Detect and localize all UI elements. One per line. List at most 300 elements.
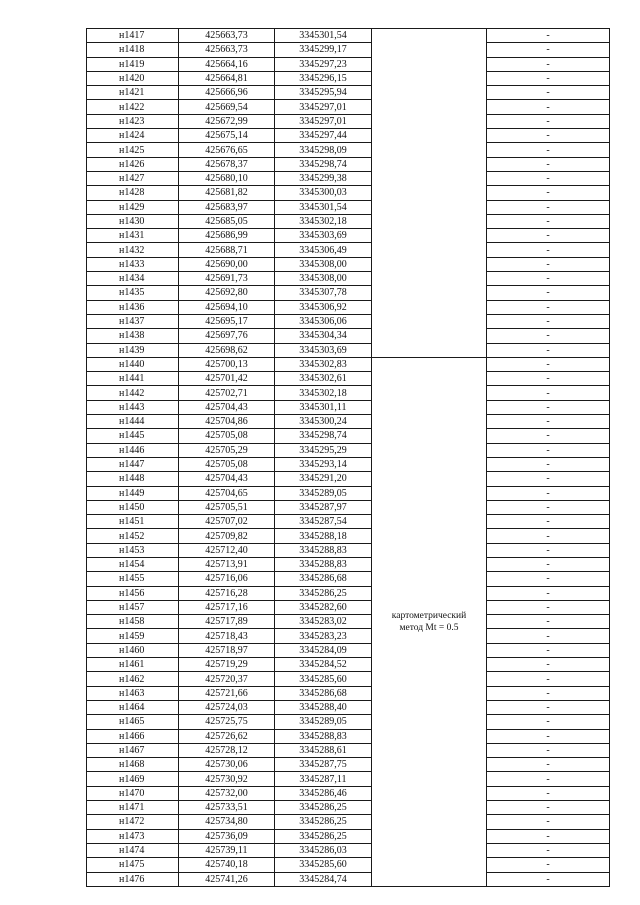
x-coordinate-cell: 425688,71 — [179, 243, 275, 257]
table-row — [87, 200, 610, 214]
table-row — [87, 786, 610, 800]
point-id-cell: н1419 — [87, 57, 179, 71]
y-coordinate-cell: 3345285,60 — [275, 858, 372, 872]
accuracy-cell: - — [487, 372, 610, 386]
accuracy-cell: - — [487, 443, 610, 457]
point-id-cell: н1434 — [87, 272, 179, 286]
table-row — [87, 429, 610, 443]
point-id-cell: н1453 — [87, 543, 179, 557]
table-row — [87, 715, 610, 729]
table-row — [87, 386, 610, 400]
point-id-cell: н1423 — [87, 114, 179, 128]
y-coordinate-cell: 3345291,20 — [275, 472, 372, 486]
accuracy-cell: - — [487, 286, 610, 300]
x-coordinate-cell: 425733,51 — [179, 801, 275, 815]
table-row — [87, 71, 610, 85]
table-row — [87, 843, 610, 857]
x-coordinate-cell: 425695,17 — [179, 314, 275, 328]
table-row — [87, 643, 610, 657]
table-row — [87, 171, 610, 185]
accuracy-cell: - — [487, 543, 610, 557]
x-coordinate-cell: 425741,26 — [179, 872, 275, 886]
point-id-cell: н1461 — [87, 658, 179, 672]
accuracy-cell: - — [487, 500, 610, 514]
accuracy-cell: - — [487, 629, 610, 643]
x-coordinate-cell: 425707,02 — [179, 515, 275, 529]
y-coordinate-cell: 3345297,01 — [275, 114, 372, 128]
accuracy-cell: - — [487, 43, 610, 57]
y-coordinate-cell: 3345298,74 — [275, 157, 372, 171]
table-row — [87, 500, 610, 514]
accuracy-cell: - — [487, 600, 610, 614]
x-coordinate-cell: 425712,40 — [179, 543, 275, 557]
point-id-cell: н1456 — [87, 586, 179, 600]
x-coordinate-cell: 425692,80 — [179, 286, 275, 300]
accuracy-cell: - — [487, 257, 610, 271]
y-coordinate-cell: 3345302,83 — [275, 357, 372, 371]
x-coordinate-cell: 425732,00 — [179, 786, 275, 800]
accuracy-cell: - — [487, 772, 610, 786]
y-coordinate-cell: 3345300,03 — [275, 186, 372, 200]
point-id-cell: н1441 — [87, 372, 179, 386]
accuracy-cell: - — [487, 429, 610, 443]
point-id-cell: н1452 — [87, 529, 179, 543]
y-coordinate-cell: 3345306,06 — [275, 314, 372, 328]
y-coordinate-cell: 3345308,00 — [275, 257, 372, 271]
y-coordinate-cell: 3345299,38 — [275, 171, 372, 185]
table-row — [87, 529, 610, 543]
y-coordinate-cell: 3345304,34 — [275, 329, 372, 343]
table-row — [87, 472, 610, 486]
point-id-cell: н1458 — [87, 615, 179, 629]
x-coordinate-cell: 425664,81 — [179, 71, 275, 85]
point-id-cell: н1427 — [87, 171, 179, 185]
accuracy-cell: - — [487, 658, 610, 672]
point-id-cell: н1476 — [87, 872, 179, 886]
x-coordinate-cell: 425717,16 — [179, 600, 275, 614]
accuracy-cell: - — [487, 715, 610, 729]
x-coordinate-cell: 425694,10 — [179, 300, 275, 314]
accuracy-cell: - — [487, 143, 610, 157]
point-id-cell: н1418 — [87, 43, 179, 57]
x-coordinate-cell: 425702,71 — [179, 386, 275, 400]
x-coordinate-cell: 425676,65 — [179, 143, 275, 157]
accuracy-cell: - — [487, 700, 610, 714]
table-row — [87, 272, 610, 286]
table-row — [87, 600, 610, 614]
y-coordinate-cell: 3345296,15 — [275, 71, 372, 85]
accuracy-cell: - — [487, 858, 610, 872]
method-text: картометрический — [391, 610, 467, 621]
y-coordinate-cell: 3345283,02 — [275, 615, 372, 629]
table-row — [87, 443, 610, 457]
y-coordinate-cell: 3345286,25 — [275, 815, 372, 829]
point-id-cell: н1467 — [87, 743, 179, 757]
accuracy-cell: - — [487, 843, 610, 857]
y-coordinate-cell: 3345285,60 — [275, 672, 372, 686]
accuracy-cell: - — [487, 758, 610, 772]
y-coordinate-cell: 3345286,25 — [275, 801, 372, 815]
y-coordinate-cell: 3345297,44 — [275, 129, 372, 143]
y-coordinate-cell: 3345302,18 — [275, 214, 372, 228]
accuracy-cell: - — [487, 86, 610, 100]
point-id-cell: н1420 — [87, 71, 179, 85]
accuracy-cell: - — [487, 743, 610, 757]
accuracy-cell: - — [487, 386, 610, 400]
table-row — [87, 43, 610, 57]
method-text: метод Mt = 0.5 — [399, 622, 459, 633]
y-coordinate-cell: 3345286,25 — [275, 829, 372, 843]
point-id-cell: н1448 — [87, 472, 179, 486]
x-coordinate-cell: 425719,29 — [179, 658, 275, 672]
x-coordinate-cell: 425672,99 — [179, 114, 275, 128]
table-row — [87, 457, 610, 471]
y-coordinate-cell: 3345286,68 — [275, 572, 372, 586]
coordinates-table-body — [87, 29, 610, 887]
y-coordinate-cell: 3345289,05 — [275, 715, 372, 729]
x-coordinate-cell: 425680,10 — [179, 171, 275, 185]
y-coordinate-cell: 3345303,69 — [275, 343, 372, 357]
x-coordinate-cell: 425697,76 — [179, 329, 275, 343]
point-id-cell: н1459 — [87, 629, 179, 643]
point-id-cell: н1439 — [87, 343, 179, 357]
x-coordinate-cell: 425709,82 — [179, 529, 275, 543]
y-coordinate-cell: 3345287,11 — [275, 772, 372, 786]
point-id-cell: н1460 — [87, 643, 179, 657]
point-id-cell: н1442 — [87, 386, 179, 400]
table-row — [87, 229, 610, 243]
point-id-cell: н1426 — [87, 157, 179, 171]
table-row — [87, 214, 610, 228]
x-coordinate-cell: 425681,82 — [179, 186, 275, 200]
method-cell — [372, 357, 487, 886]
table-row — [87, 129, 610, 143]
table-row — [87, 86, 610, 100]
point-id-cell: н1417 — [87, 29, 179, 43]
x-coordinate-cell: 425705,08 — [179, 429, 275, 443]
accuracy-cell: - — [487, 472, 610, 486]
accuracy-cell: - — [487, 615, 610, 629]
x-coordinate-cell: 425691,73 — [179, 272, 275, 286]
point-id-cell: н1457 — [87, 600, 179, 614]
x-coordinate-cell: 425728,12 — [179, 743, 275, 757]
point-id-cell: н1445 — [87, 429, 179, 443]
y-coordinate-cell: 3345302,61 — [275, 372, 372, 386]
accuracy-cell: - — [487, 729, 610, 743]
point-id-cell: н1433 — [87, 257, 179, 271]
accuracy-cell: - — [487, 214, 610, 228]
x-coordinate-cell: 425717,89 — [179, 615, 275, 629]
table-row — [87, 57, 610, 71]
x-coordinate-cell: 425716,28 — [179, 586, 275, 600]
y-coordinate-cell: 3345306,92 — [275, 300, 372, 314]
y-coordinate-cell: 3345282,60 — [275, 600, 372, 614]
accuracy-cell: - — [487, 229, 610, 243]
x-coordinate-cell: 425734,80 — [179, 815, 275, 829]
x-coordinate-cell: 425700,13 — [179, 357, 275, 371]
point-id-cell: н1428 — [87, 186, 179, 200]
accuracy-cell: - — [487, 171, 610, 185]
point-id-cell: н1437 — [87, 314, 179, 328]
x-coordinate-cell: 425678,37 — [179, 157, 275, 171]
x-coordinate-cell: 425675,14 — [179, 129, 275, 143]
y-coordinate-cell: 3345295,94 — [275, 86, 372, 100]
accuracy-cell: - — [487, 57, 610, 71]
x-coordinate-cell: 425663,73 — [179, 43, 275, 57]
accuracy-cell: - — [487, 572, 610, 586]
y-coordinate-cell: 3345306,49 — [275, 243, 372, 257]
y-coordinate-cell: 3345286,25 — [275, 586, 372, 600]
y-coordinate-cell: 3345284,52 — [275, 658, 372, 672]
y-coordinate-cell: 3345287,54 — [275, 515, 372, 529]
accuracy-cell: - — [487, 400, 610, 414]
point-id-cell: н1447 — [87, 457, 179, 471]
x-coordinate-cell: 425705,29 — [179, 443, 275, 457]
x-coordinate-cell: 425730,92 — [179, 772, 275, 786]
y-coordinate-cell: 3345301,54 — [275, 200, 372, 214]
accuracy-cell: - — [487, 815, 610, 829]
accuracy-cell: - — [487, 186, 610, 200]
method-cell — [372, 29, 487, 358]
table-row — [87, 486, 610, 500]
y-coordinate-cell: 3345288,83 — [275, 543, 372, 557]
table-row — [87, 543, 610, 557]
x-coordinate-cell: 425718,43 — [179, 629, 275, 643]
point-id-cell: н1475 — [87, 858, 179, 872]
point-id-cell: н1455 — [87, 572, 179, 586]
table-row — [87, 114, 610, 128]
point-id-cell: н1470 — [87, 786, 179, 800]
y-coordinate-cell: 3345301,54 — [275, 29, 372, 43]
accuracy-cell: - — [487, 672, 610, 686]
x-coordinate-cell: 425704,43 — [179, 400, 275, 414]
y-coordinate-cell: 3345297,23 — [275, 57, 372, 71]
accuracy-cell: - — [487, 557, 610, 571]
accuracy-cell: - — [487, 515, 610, 529]
accuracy-cell: - — [487, 686, 610, 700]
y-coordinate-cell: 3345302,18 — [275, 386, 372, 400]
y-coordinate-cell: 3345295,29 — [275, 443, 372, 457]
point-id-cell: н1422 — [87, 100, 179, 114]
x-coordinate-cell: 425720,37 — [179, 672, 275, 686]
table-row — [87, 29, 610, 43]
table-row — [87, 157, 610, 171]
table-row — [87, 772, 610, 786]
x-coordinate-cell: 425663,73 — [179, 29, 275, 43]
point-id-cell: н1451 — [87, 515, 179, 529]
table-row — [87, 314, 610, 328]
x-coordinate-cell: 425698,62 — [179, 343, 275, 357]
accuracy-cell: - — [487, 272, 610, 286]
y-coordinate-cell: 3345297,01 — [275, 100, 372, 114]
document-page — [86, 28, 609, 884]
point-id-cell: н1473 — [87, 829, 179, 843]
x-coordinate-cell: 425721,66 — [179, 686, 275, 700]
point-id-cell: н1431 — [87, 229, 179, 243]
point-id-cell: н1429 — [87, 200, 179, 214]
y-coordinate-cell: 3345303,69 — [275, 229, 372, 243]
point-id-cell: н1471 — [87, 801, 179, 815]
x-coordinate-cell: 425704,43 — [179, 472, 275, 486]
table-row — [87, 629, 610, 643]
table-row — [87, 143, 610, 157]
x-coordinate-cell: 425726,62 — [179, 729, 275, 743]
y-coordinate-cell: 3345288,40 — [275, 700, 372, 714]
x-coordinate-cell: 425724,03 — [179, 700, 275, 714]
point-id-cell: н1425 — [87, 143, 179, 157]
y-coordinate-cell: 3345289,05 — [275, 486, 372, 500]
y-coordinate-cell: 3345287,75 — [275, 758, 372, 772]
accuracy-cell: - — [487, 786, 610, 800]
y-coordinate-cell: 3345286,68 — [275, 686, 372, 700]
accuracy-cell: - — [487, 200, 610, 214]
accuracy-cell: - — [487, 243, 610, 257]
table-row — [87, 672, 610, 686]
accuracy-cell: - — [487, 586, 610, 600]
x-coordinate-cell: 425740,18 — [179, 858, 275, 872]
y-coordinate-cell: 3345286,03 — [275, 843, 372, 857]
table-row — [87, 400, 610, 414]
point-id-cell: н1440 — [87, 357, 179, 371]
y-coordinate-cell: 3345286,46 — [275, 786, 372, 800]
table-row — [87, 343, 610, 357]
accuracy-cell: - — [487, 29, 610, 43]
point-id-cell: н1444 — [87, 415, 179, 429]
table-row — [87, 572, 610, 586]
point-id-cell: н1463 — [87, 686, 179, 700]
point-id-cell: н1432 — [87, 243, 179, 257]
table-row — [87, 357, 610, 371]
accuracy-cell: - — [487, 157, 610, 171]
x-coordinate-cell: 425666,96 — [179, 86, 275, 100]
accuracy-cell: - — [487, 872, 610, 886]
y-coordinate-cell: 3345299,17 — [275, 43, 372, 57]
y-coordinate-cell: 3345288,83 — [275, 557, 372, 571]
table-row — [87, 686, 610, 700]
y-coordinate-cell: 3345284,74 — [275, 872, 372, 886]
point-id-cell: н1469 — [87, 772, 179, 786]
x-coordinate-cell: 425704,65 — [179, 486, 275, 500]
accuracy-cell: - — [487, 357, 610, 371]
x-coordinate-cell: 425730,06 — [179, 758, 275, 772]
point-id-cell: н1443 — [87, 400, 179, 414]
point-id-cell: н1424 — [87, 129, 179, 143]
y-coordinate-cell: 3345283,23 — [275, 629, 372, 643]
y-coordinate-cell: 3345288,61 — [275, 743, 372, 757]
coordinates-table — [86, 28, 610, 887]
accuracy-cell: - — [487, 114, 610, 128]
x-coordinate-cell: 425705,08 — [179, 457, 275, 471]
point-id-cell: н1462 — [87, 672, 179, 686]
point-id-cell: н1435 — [87, 286, 179, 300]
accuracy-cell: - — [487, 415, 610, 429]
y-coordinate-cell: 3345307,78 — [275, 286, 372, 300]
table-row — [87, 829, 610, 843]
y-coordinate-cell: 3345284,09 — [275, 643, 372, 657]
table-row — [87, 415, 610, 429]
table-row — [87, 100, 610, 114]
table-row — [87, 257, 610, 271]
table-row — [87, 858, 610, 872]
x-coordinate-cell: 425705,51 — [179, 500, 275, 514]
x-coordinate-cell: 425686,99 — [179, 229, 275, 243]
table-row — [87, 615, 610, 629]
table-row — [87, 557, 610, 571]
table-row — [87, 586, 610, 600]
point-id-cell: н1468 — [87, 758, 179, 772]
table-row — [87, 286, 610, 300]
point-id-cell: н1436 — [87, 300, 179, 314]
table-row — [87, 729, 610, 743]
y-coordinate-cell: 3345287,97 — [275, 500, 372, 514]
table-row — [87, 329, 610, 343]
accuracy-cell: - — [487, 829, 610, 843]
point-id-cell: н1446 — [87, 443, 179, 457]
table-row — [87, 700, 610, 714]
accuracy-cell: - — [487, 457, 610, 471]
point-id-cell: н1421 — [87, 86, 179, 100]
point-id-cell: н1430 — [87, 214, 179, 228]
table-row — [87, 743, 610, 757]
accuracy-cell: - — [487, 100, 610, 114]
point-id-cell: н1474 — [87, 843, 179, 857]
table-row — [87, 372, 610, 386]
accuracy-cell: - — [487, 643, 610, 657]
x-coordinate-cell: 425713,91 — [179, 557, 275, 571]
x-coordinate-cell: 425664,16 — [179, 57, 275, 71]
x-coordinate-cell: 425683,97 — [179, 200, 275, 214]
x-coordinate-cell: 425704,86 — [179, 415, 275, 429]
point-id-cell: н1454 — [87, 557, 179, 571]
table-row — [87, 243, 610, 257]
accuracy-cell: - — [487, 343, 610, 357]
x-coordinate-cell: 425725,75 — [179, 715, 275, 729]
y-coordinate-cell: 3345298,74 — [275, 429, 372, 443]
accuracy-cell: - — [487, 129, 610, 143]
x-coordinate-cell: 425739,11 — [179, 843, 275, 857]
x-coordinate-cell: 425736,09 — [179, 829, 275, 843]
x-coordinate-cell: 425701,42 — [179, 372, 275, 386]
x-coordinate-cell: 425685,05 — [179, 214, 275, 228]
accuracy-cell: - — [487, 801, 610, 815]
accuracy-cell: - — [487, 329, 610, 343]
point-id-cell: н1465 — [87, 715, 179, 729]
accuracy-cell: - — [487, 71, 610, 85]
table-row — [87, 186, 610, 200]
y-coordinate-cell: 3345300,24 — [275, 415, 372, 429]
y-coordinate-cell: 3345288,83 — [275, 729, 372, 743]
x-coordinate-cell: 425718,97 — [179, 643, 275, 657]
point-id-cell: н1472 — [87, 815, 179, 829]
point-id-cell: н1450 — [87, 500, 179, 514]
table-row — [87, 872, 610, 886]
y-coordinate-cell: 3345293,14 — [275, 457, 372, 471]
accuracy-cell: - — [487, 529, 610, 543]
y-coordinate-cell: 3345288,18 — [275, 529, 372, 543]
table-row — [87, 300, 610, 314]
x-coordinate-cell: 425690,00 — [179, 257, 275, 271]
point-id-cell: н1449 — [87, 486, 179, 500]
x-coordinate-cell: 425669,54 — [179, 100, 275, 114]
table-row — [87, 658, 610, 672]
point-id-cell: н1438 — [87, 329, 179, 343]
y-coordinate-cell: 3345308,00 — [275, 272, 372, 286]
table-row — [87, 758, 610, 772]
table-row — [87, 515, 610, 529]
y-coordinate-cell: 3345298,09 — [275, 143, 372, 157]
y-coordinate-cell: 3345301,11 — [275, 400, 372, 414]
point-id-cell: н1464 — [87, 700, 179, 714]
